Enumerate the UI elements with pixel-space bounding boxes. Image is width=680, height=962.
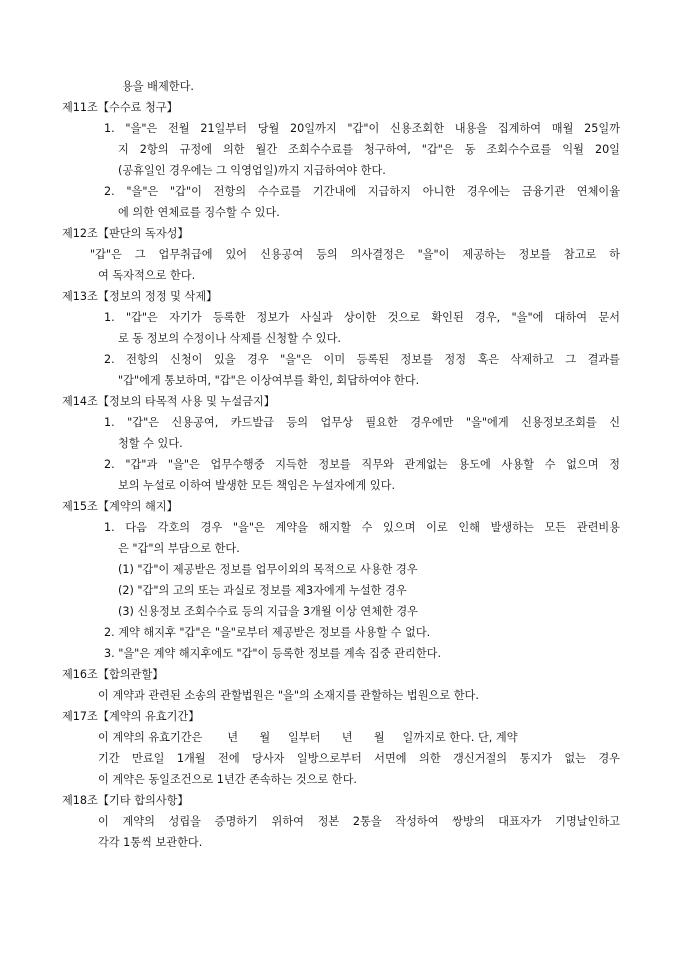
text-line: 2. "갑"과 "을"은 업무수행중 지득한 정보를 직무와 관계없는 용도에 사용할 수 없으며 정 — [104, 458, 620, 471]
text-line: 로 동 정보의 수정이나 삭제를 신청할 수 있다. — [118, 332, 341, 345]
text-line: 은 "갑"의 부담으로 한다. — [118, 542, 240, 555]
article-heading: 제16조【합의관할】 — [62, 668, 164, 681]
article-heading: 제11조【수수료 청구】 — [62, 101, 178, 114]
text-line: 2. 전항의 신청이 있을 경우 "을"은 이미 등록된 정보를 정정 혹은 삭제하고 그 결과를 — [104, 353, 620, 366]
text-line: 1. "을"은 전월 21일부터 당월 20일까지 "갑"이 신용조회한 내용을 집계하여 매월 25일까 — [104, 122, 620, 135]
article-heading: 제17조【계약의 유효기간】 — [62, 710, 200, 723]
article-heading: 제15조【계약의 해지】 — [62, 500, 178, 513]
article-heading: 제14조【정보의 타목적 사용 및 누설금지】 — [62, 395, 275, 408]
text-line: 1. 다음 각호의 경우 "을"은 계약을 해지할 수 있으며 이로 인해 발생하는 모든 관련비용 — [104, 521, 620, 534]
text-line — [0, 118, 680, 139]
text-line: 이 계약과 관련된 소송의 관할법원은 "을"의 소재지를 관할하는 법원으로 한다. — [98, 689, 479, 702]
article-heading: 제12조【판단의 독자성】 — [62, 227, 189, 240]
text-line: 2. "을"은 "갑"이 전항의 수수료를 기간내에 지급하지 아니한 경우에는 금융기관 연체이율 — [104, 185, 620, 198]
text-line — [0, 748, 680, 769]
text-line: 각각 1통씩 보관한다. — [98, 836, 203, 849]
text-line: 지 2항의 규정에 의한 월간 조회수수료를 청구하여, "갑"은 동 조회수수료를 익월 20일 — [118, 143, 620, 156]
sub-item: (1) "갑"이 제공받은 정보를 업무이외의 목적으로 사용한 경우 — [118, 563, 418, 576]
text-line — [0, 454, 680, 475]
text-line: 에 의한 연체료를 징수할 수 있다. — [118, 206, 280, 219]
sub-item: (3) 신용정보 조회수수료 등의 지급을 3개월 이상 연체한 경우 — [118, 605, 418, 618]
text-line: "갑"에게 통보하며, "갑"은 이상여부를 확인, 회답하여야 한다. — [118, 374, 420, 387]
text-line: 용을 배제한다. — [122, 80, 194, 93]
article-heading: 제13조【정보의 정정 및 삭제】 — [62, 290, 218, 303]
text-line — [0, 244, 680, 265]
text-line: 이 계약은 동일조건으로 1년간 존속하는 것으로 한다. — [98, 773, 357, 786]
text-line: 3. "을"은 계약 해지후에도 "갑"이 등록한 정보를 계속 집중 관리한다. — [104, 647, 441, 660]
article-heading: 제18조【기타 합의사항】 — [62, 794, 189, 807]
text-line — [0, 139, 680, 160]
text-line — [0, 307, 680, 328]
text-line: 1. "갑"은 자기가 등록한 정보가 사실과 상이한 것으로 확인된 경우, "을"에 대하여 문서 — [104, 311, 620, 324]
text-line: 보의 누설로 이하여 발생한 모든 책임은 누설자에게 있다. — [118, 479, 396, 492]
text-line: 기간 만료일 1개월 전에 당사자 일방으로부터 서면에 의한 갱신거절의 통지가 없는 경우 — [98, 752, 620, 765]
text-line — [0, 349, 680, 370]
text-line: 여 독자적으로 한다. — [98, 269, 196, 282]
text-line: 이 계약의 성립을 증명하기 위하여 정본 2통을 작성하여 쌍방의 대표자가 기명날인하고 — [98, 815, 620, 828]
text-line: "갑"은 그 업무취급에 있어 신용공여 등의 의사결정은 "을"이 제공하는 정보를 참고로 하 — [90, 248, 620, 261]
text-line — [0, 412, 680, 433]
text-line: 이 계약의 유효기간은 년 월 일부터 년 월 일까지로 한다. 단, 계약 — [98, 731, 518, 744]
text-line — [0, 181, 680, 202]
text-line: 청할 수 있다. — [118, 437, 183, 450]
text-line: (공휴일인 경우에는 그 익영업일)까지 지급하여야 한다. — [118, 164, 386, 177]
sub-item: (2) "갑"의 고의 또는 과실로 정보를 제3자에게 누설한 경우 — [118, 584, 407, 597]
text-line — [0, 727, 680, 748]
text-line — [0, 811, 680, 832]
text-line — [0, 517, 680, 538]
text-line: 2. 계약 해지후 "갑"은 "을"로부터 제공받은 정보를 사용할 수 없다. — [104, 626, 431, 639]
text-line: 1. "갑"은 신용공여, 카드발급 등의 업무상 필요한 경우에만 "을"에게 신용정보조회를 신 — [104, 416, 620, 429]
